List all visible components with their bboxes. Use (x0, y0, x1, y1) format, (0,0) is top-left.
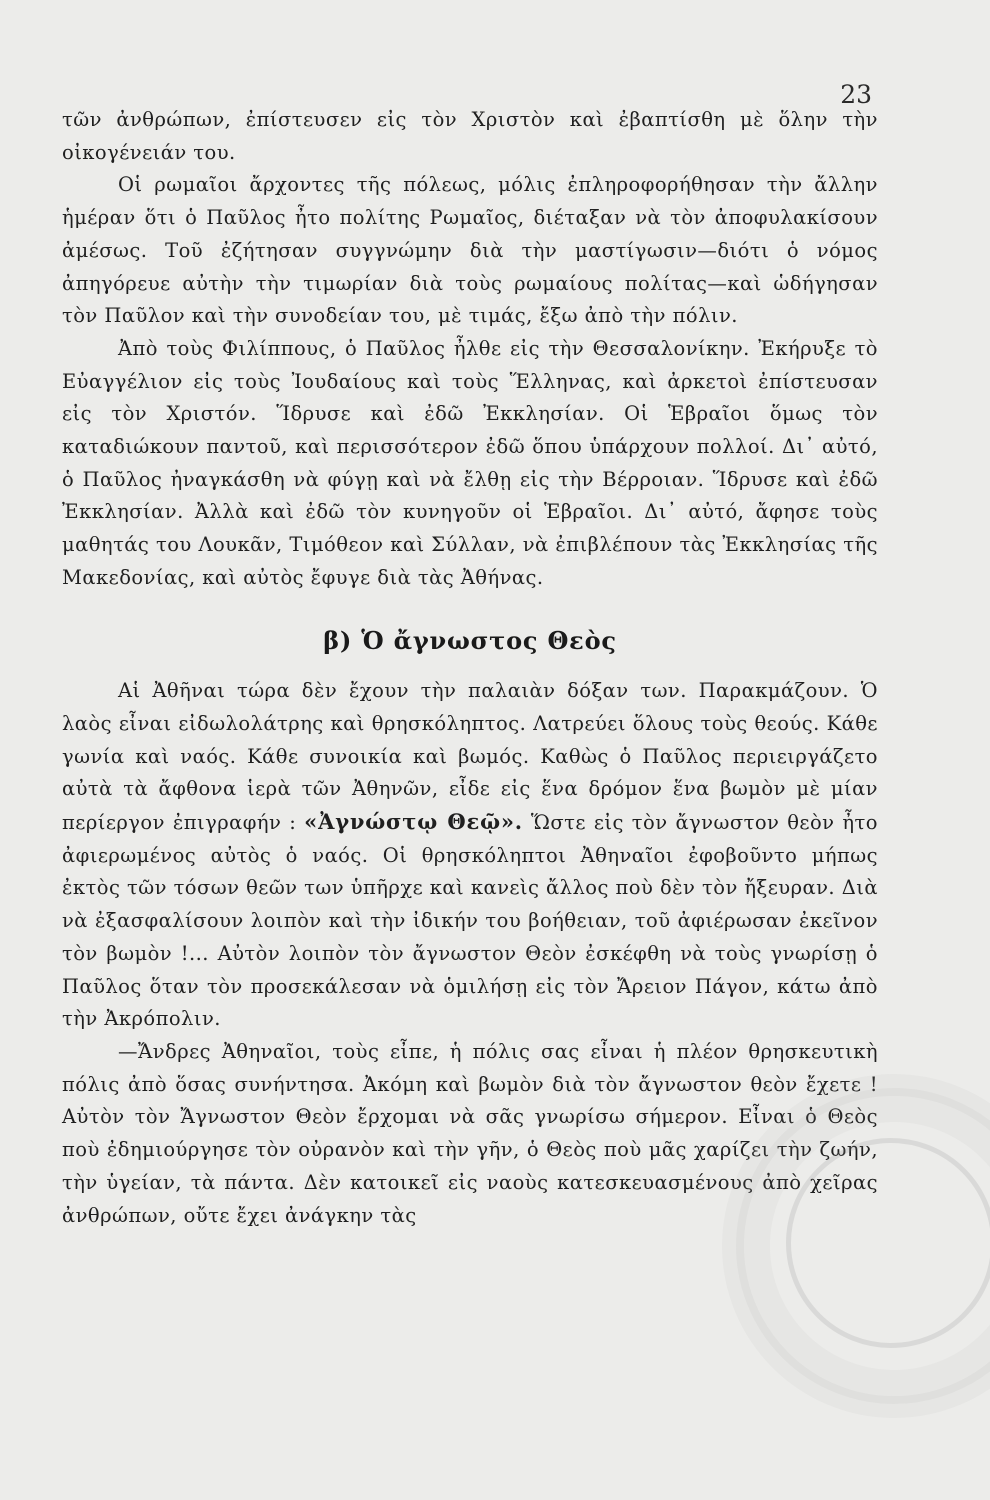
paragraph-continuation: τῶν ἀνθρώπων, ἐπίστευσεν εἰς τὸν Χριστὸν καὶ ἐβαπτίσθη μὲ ὅλην τὴν οἰκογένειάν του. (62, 108, 878, 164)
paragraph-roman-officials: Οἱ ρωμαῖοι ἄρχοντες τῆς πόλεως, μόλις ἐπληροφορήθησαν τὴν ἄλλην ἡμέραν ὅτι ὁ Παῦλος ἦτο πολίτης Ρωμαῖος, διέταξαν νὰ τὸν ἀποφυλακίσουν ἀμέσως. Τοῦ ἐζήτησαν συγγνώμην διὰ τὴν μαστίγωσιν—διότι ὁ νόμος ἀπηγόρευε αὐτὴν τὴν τιμωρίαν διὰ τοὺς ρωμαίους πολίτας—καὶ ὡδήγησαν τὸν Παῦλον καὶ τὴν συνοδείαν του, μὲ τιμάς, ἔξω ἀπὸ τὴν πόλιν. (62, 173, 878, 328)
altar-inscription: «Ἀγνώστῳ Θεῷ». (304, 809, 523, 835)
athens-text-before: Αἱ Ἀθῆναι τώρα δὲν ἔχουν τὴν παλαιὰν δόξαν των. Παρακμάζουν. Ὁ λαὸς εἶναι εἰδωλολάτρης καὶ θρησκόληπτος. Λατρεύει ὅλους τοὺς θεούς. Κάθε γωνία καὶ ναός. Κάθε συνοικία καὶ βωμός. Καθὼς ὁ Παῦλος περιειργάζετο αὐτὰ τὰ ἄφθονα ἱερὰ τῶν Ἀθηνῶν, εἶδε εἰς ἕνα δρόμον ἕνα βωμὸν μὲ μίαν περίεργον ἐπιγραφήν : (62, 679, 878, 835)
body-text (62, 104, 878, 1232)
paragraph-thessalonica: Ἀπὸ τοὺς Φιλίππους, ὁ Παῦλος ἦλθε εἰς τὴν Θεσσαλονίκην. Ἐκήρυξε τὸ Εὐαγγέλιον εἰς τοὺς Ἰουδαίους καὶ τοὺς Ἕλληνας, καὶ ἀρκετοὶ ἐπίστευσαν εἰς τὸν Χριστόν. Ἵδρυσε καὶ ἐδῶ Ἐκκλησίαν. Οἱ Ἑβραῖοι ὅμως τὸν καταδιώκουν παντοῦ, καὶ περισσότερον ἐδῶ ὅπου ὑπάρχουν πολλοί. Δι᾽ αὐτό, ὁ Παῦλος ἠναγκάσθη νὰ φύγῃ καὶ νὰ ἔλθῃ εἰς τὴν Βέρροιαν. Ἵδρυσε καὶ ἐδῶ Ἐκκλησίαν. Ἀλλὰ καὶ ἐδῶ τὸν κυνηγοῦν οἱ Ἑβραῖοι. Δι᾽ αὐτό, ἄφησε τοὺς μαθητάς του Λουκᾶν, Τιμόθεον καὶ Σύλλαν, νὰ ἐπιβλέπουν τὰς Ἐκκλησίας τῆς Μακεδονίας, καὶ αὐτὸς ἔφυγε διὰ τὰς Ἀθήνας. (62, 336, 878, 589)
athens-text-after: Ὥστε εἰς τὸν ἄγνωστον θεὸν ἦτο ἀφιερωμένος αὐτὸς ὁ ναός. Οἱ θρησκόληπτοι Ἀθηναῖοι ἐφοβοῦντο μήπως ἐκτὸς τῶν τόσων θεῶν των ὑπῆρχε καὶ κανεὶς ἄλλος ποὺ δὲν τὸν ἤξευραν. Διὰ νὰ ἐξασφαλίσουν λοιπὸν καὶ τὴν ἰδικήν του βοήθειαν, τοῦ ἀφιέρωσαν ἐκεῖνον τὸν βωμὸν !... Αὐτὸν λοιπὸν τὸν ἄγνωστον Θεὸν ἐσκέφθη νὰ τοὺς γνωρίσῃ ὁ Παῦλος ὅταν τὸν προσεκάλεσαν νὰ ὁμιλήσῃ εἰς τὸν Ἄρειον Πάγον, κάτω ἀπὸ τὴν Ἀκρόπολιν. (62, 811, 878, 1031)
section-heading: β) Ὁ ἄγνωστος Θεὸς (323, 625, 617, 655)
paragraph-speech: —Ἄνδρες Ἀθηναῖοι, τοὺς εἶπε, ἡ πόλις σας εἶναι ἡ πλέον θρησκευτικὴ πόλις ἀπὸ ὅσας συνήντησα. Ἀκόμη καὶ βωμὸν διὰ τὸν ἄγνωστον θεὸν ἔχετε ! Αὐτὸν τὸν Ἄγνωστον Θεὸν ἔρχομαι νὰ σᾶς γνωρίσω σήμερον. Εἶναι ὁ Θεὸς ποὺ ἐδημιούργησε τὸν οὐρανὸν καὶ τὴν γῆν, ὁ Θεὸς ποὺ μᾶς χαρίζει τὴν ζωήν, τὴν ὑγείαν, τὰ πάντα. Δὲν κατοικεῖ εἰς ναοὺς κατεσκευασμένους ἀπὸ χεῖρας ἀνθρώπων, οὔτε ἔχει ἀνάγκην τὰς (62, 1039, 878, 1227)
paragraph-athens (62, 675, 878, 1036)
page-number: 23 (840, 80, 872, 109)
